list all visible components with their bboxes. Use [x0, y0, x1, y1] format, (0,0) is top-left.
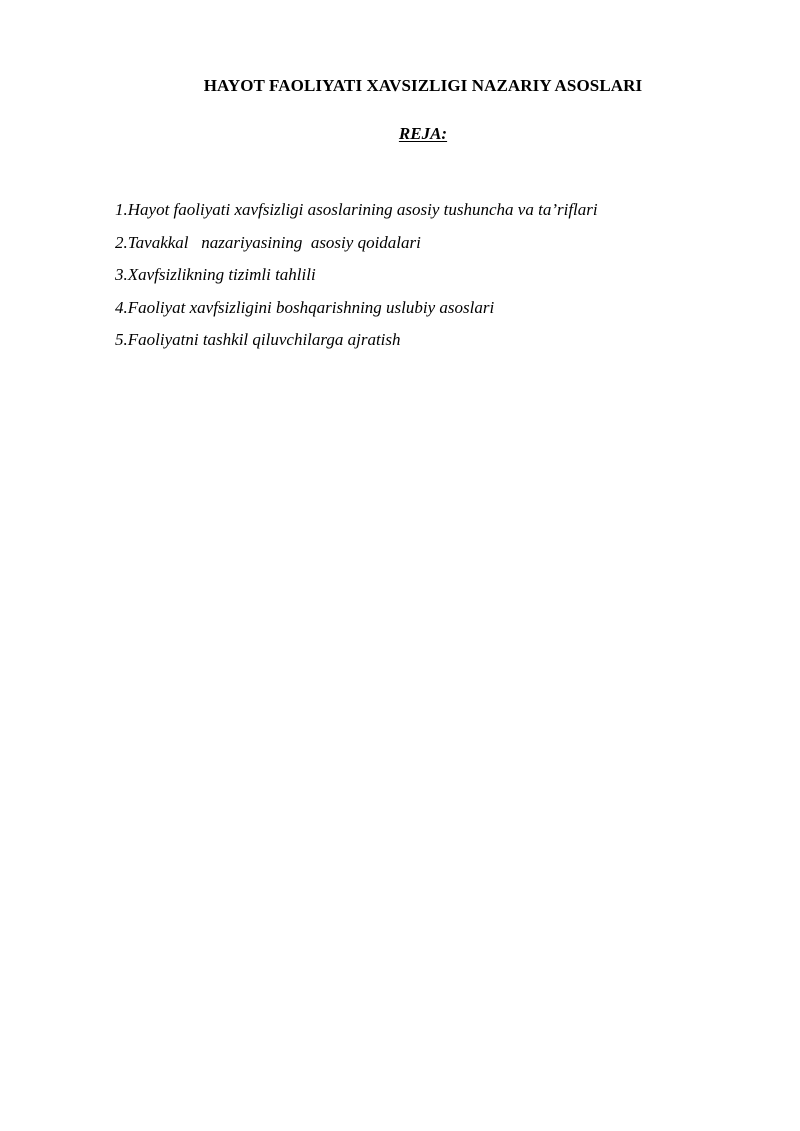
- plan-heading: REJA:: [398, 124, 448, 143]
- plan-item-2: 2.Tavakkal nazariyasining asosiy qoidalari: [115, 232, 421, 252]
- document-title: HAYOT FAOLIYATI XAVSIZLIGI NAZARIY ASOSLARI: [203, 76, 643, 95]
- plan-item-1: 1.Hayot faoliyati xavfsizligi asoslarining asosiy tushuncha va ta’riflari: [115, 200, 598, 219]
- plan-item-5: 5.Faoliyatni tashkil qiluvchilarga ajratish: [115, 330, 401, 349]
- plan-item-4: 4.Faoliyat xavfsizligini boshqarishning uslubiy asoslari: [115, 297, 495, 317]
- plan-item-3: 3.Xavfsizlikning tizimli tahlili: [115, 265, 316, 284]
- plan-list: [115, 194, 598, 357]
